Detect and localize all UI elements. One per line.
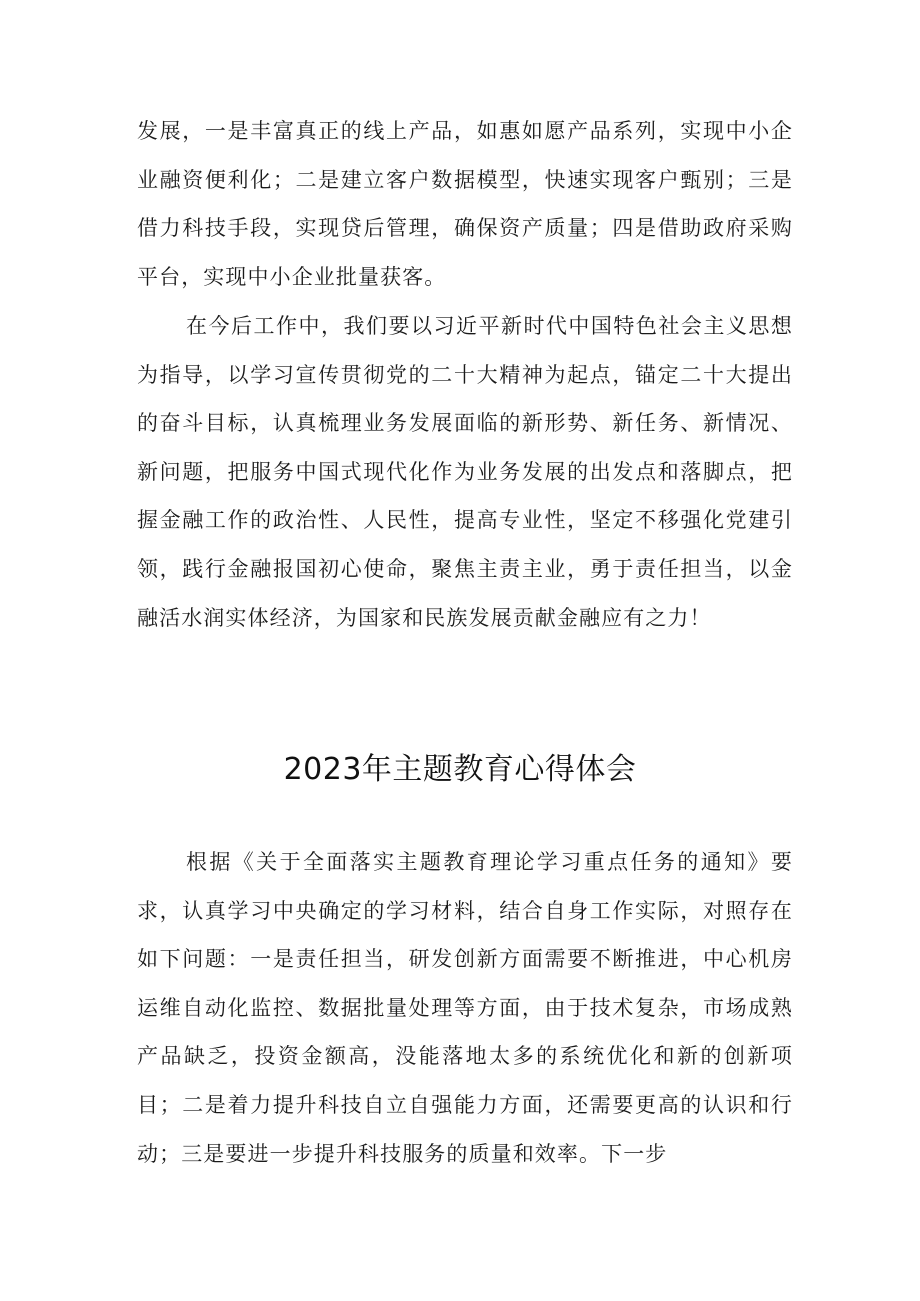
body-paragraph-problems: 根据《关于全面落实主题教育理论学习重点任务的通知》要求，认真学习中央确定的学习材料，结合自身工作实际，对照存在如下问题：一是责任担当，研发创新方面需要不断推进，中心机房运维自动化监控、数据批量处理等方面，由于技术复杂，市场成熟产品缺乏，投资金额高，没能落地太多的系统优化和新的创新项目；二是着力提升科技自立自强能力方面，还需要更高的认识和行动；三是要进一步提升科技服务的质量和效率。下一步	[137, 850, 793, 1166]
body-paragraph-future-work: 在今后工作中，我们要以习近平新时代中国特色社会主义思想为指导，以学习宣传贯彻党的二十大精神为起点，锚定二十大提出的奋斗目标，认真梳理业务发展面临的新形势、新任务、新情况、新问题，把服务中国式现代化作为业务发展的出发点和落脚点，把握金融工作的政治性、人民性，提高专业性，坚定不移强化党建引领，践行金融报国初心使命，聚焦主责主业，勇于责任担当，以金融活水润实体经济，为国家和民族发展贡献金融应有之力！	[137, 314, 793, 630]
body-paragraph-continuation: 发展，一是丰富真正的线上产品，如惠如愿产品系列，实现中小企业融资便利化；二是建立客户数据模型，快速实现客户甄别；三是借力科技手段，实现贷后管理，确保资产质量；四是借助政府采购平台，实现中小企业批量获客。	[137, 119, 793, 289]
section-title: 2023年主题教育心得体会	[283, 752, 637, 787]
